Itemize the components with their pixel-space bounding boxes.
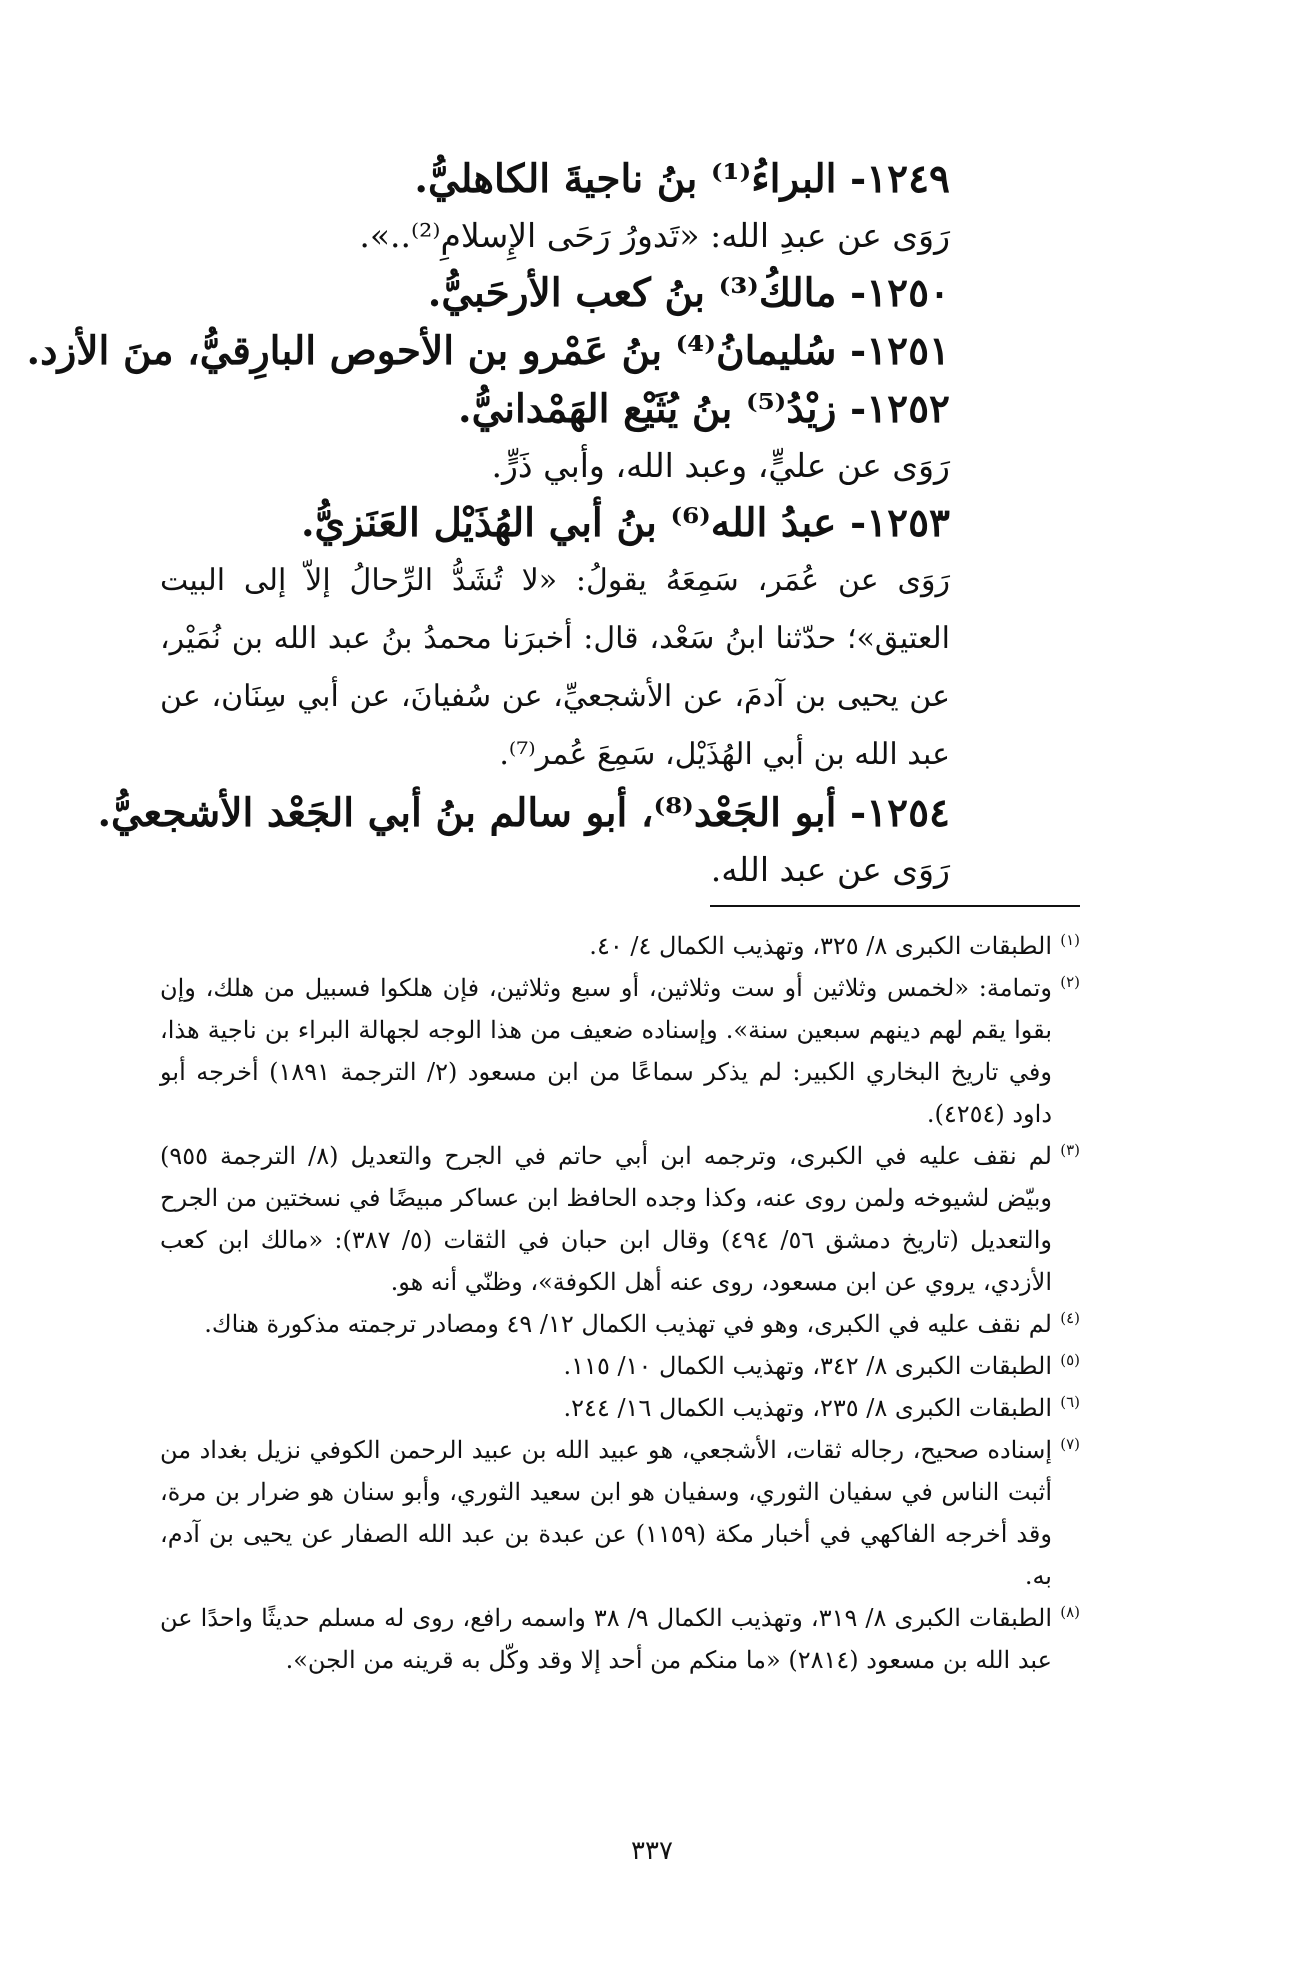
entry-name: عبدُ الله⁽⁶⁾ بنُ أبي الهُذَيْل العَنَزيُّ. xyxy=(300,500,837,546)
footnote-text: لم نقف عليه في الكبرى، وهو في تهذيب الكمال ١٢/ ٤٩ ومصادر ترجمته مذكورة هناك. xyxy=(204,1310,1052,1338)
footnote-number: (٢) xyxy=(1060,973,1080,991)
footnote-text: الطبقات الكبرى ٨/ ٣١٩، وتهذيب الكمال ٩/ ٣٨ واسمه رافع، روى له مسلم حديثًا واحدًا عن عبد الله بن مسعود (٢٨١٤) «ما منكم من أحد إلا وقد وكّل به قرينه من الجن». xyxy=(160,1604,1053,1674)
page-number: ٣٣٧ xyxy=(631,1836,673,1866)
footnotes xyxy=(160,925,1080,1681)
entry-name: البراءُ⁽¹⁾ بنُ ناجيةَ الكاهليُّ. xyxy=(414,156,837,202)
footnote-4 xyxy=(160,1303,1080,1345)
footnote-5 xyxy=(160,1345,1080,1387)
entry-number: ١٢٤٩- xyxy=(850,156,950,202)
footnote-8 xyxy=(160,1597,1080,1681)
entry-name: أبو الجَعْد⁽⁸⁾، أبو سالم بنُ أبي الجَعْد الأشجعيُّ. xyxy=(97,790,837,836)
footnote-number: (٧) xyxy=(1060,1435,1080,1453)
footnote-number: (٣) xyxy=(1060,1141,1080,1159)
footnote-3 xyxy=(160,1135,1080,1303)
entry-name: مالكُ⁽³⁾ بنُ كعب الأرحَبيُّ. xyxy=(427,270,837,316)
footnote-2 xyxy=(160,967,1080,1135)
entry-number: ١٢٥١- xyxy=(850,328,950,374)
entry-number: ١٢٥٢- xyxy=(850,386,950,432)
entry-number: ١٢٥٠- xyxy=(850,270,950,316)
footnote-1 xyxy=(160,925,1080,967)
paragraph-1253: رَوَى عن عُمَر، سَمِعَهُ يقولُ: «لا تُشَدُّ الرِّحالُ إلاّ إلى البيت العتيق»؛ حدّثنا ابنُ سَعْد، قال: أخبرَنا محمدُ بنُ عبد الله بن نُمَيْر، عن يحيى بن آدمَ، عن الأشجعيِّ، عن سُفيانَ، عن أبي سِنَان، عن عبد الله بن أبي الهُذَيْل، سَمِعَ عُمر⁽⁷⁾. xyxy=(160,563,950,772)
footnote-text: إسناده صحيح، رجاله ثقات، الأشجعي، هو عبيد الله بن عبيد الرحمن الكوفي نزيل بغداد من أثبت الناس في سفيان الثوري، وسفيان هو ابن سعيد الثوري، وأبو سنان هو ضرار بن مرة، وقد أخرجه الفاكهي في أخبار مكة (١١٥٩) عن عبدة بن عبد الله الصفار عن يحيى بن آدم، به. xyxy=(160,1436,1052,1590)
entry-name: سُليمانُ⁽⁴⁾ بنُ عَمْرو بن الأحوص البارِقيُّ، منَ الأزد. xyxy=(26,328,837,374)
footnote-number: (٦) xyxy=(1060,1393,1080,1411)
footnote-6 xyxy=(160,1387,1080,1429)
entry-1254 xyxy=(97,784,1080,842)
narration-1249: رَوَى عن عبدِ الله: «تَدورُ رَحَى الإِسلامِ⁽²⁾..». xyxy=(359,216,950,255)
footnote-7 xyxy=(160,1429,1080,1597)
footnote-number: (٨) xyxy=(1060,1603,1080,1621)
footnote-number: (١) xyxy=(1060,931,1080,949)
footnote-text: الطبقات الكبرى ٨/ ٣٤٢، وتهذيب الكمال ١٠/ ١١٥. xyxy=(563,1352,1052,1380)
entry-name: زيْدُ⁽⁵⁾ بنُ يُثَيْع الهَمْدانيُّ. xyxy=(458,386,837,432)
entry-1252 xyxy=(160,380,1080,438)
narration-1254: رَوَى عن عبد الله. xyxy=(710,850,950,889)
footnote-divider xyxy=(710,905,1080,907)
footnote-text: الطبقات الكبرى ٨/ ٣٢٥، وتهذيب الكمال ٤/ ٤٠. xyxy=(589,932,1052,960)
entry-number: ١٢٥٤- xyxy=(850,790,950,836)
entry-1251 xyxy=(26,322,1080,380)
footnote-number: (٥) xyxy=(1060,1351,1080,1369)
entry-1249 xyxy=(160,150,1080,208)
narration-1252: رَوَى عن عليٍّ، وعبد الله، وأبي ذَرٍّ. xyxy=(491,446,950,485)
entry-1250 xyxy=(160,264,1080,322)
main-text xyxy=(26,150,1080,898)
footnote-text: الطبقات الكبرى ٨/ ٢٣٥، وتهذيب الكمال ١٦/ ٢٤٤. xyxy=(563,1394,1052,1422)
footnote-number: (٤) xyxy=(1060,1309,1080,1327)
footnote-text: وتمامة: «لخمس وثلاثين أو ست وثلاثين، أو سبع وثلاثين، فإن هلكوا فسبيل من هلك، وإن بقوا يقم لهم دينهم سبعين سنة». وإسناده ضعيف من هذا الوجه لجهالة البراء بن ناجية هذا، وفي تاريخ البخاري الكبير: لم يذكر سماعًا من ابن مسعود (٢/ الترجمة ١٨٩١) أخرجه أبو داود (٤٢٥٤). xyxy=(160,974,1053,1128)
entry-1253 xyxy=(160,494,1080,552)
footnote-text: لم نقف عليه في الكبرى، وترجمه ابن أبي حاتم في الجرح والتعديل (٨/ الترجمة ٩٥٥) وبيّض لشيوخه ولمن روى عنه، وكذا وجده الحافظ ابن عساكر مبيضًا في نسختين من الجرح والتعديل (تاريخ دمشق ٥٦/ ٤٩٤) وقال ابن حبان في الثقات (٥/ ٣٨٧): «مالك ابن كعب الأزدي، يروي عن ابن مسعود، روى عنه أهل الكوفة»، وظنّي أنه هو. xyxy=(160,1142,1053,1296)
entry-number: ١٢٥٣- xyxy=(850,500,950,546)
